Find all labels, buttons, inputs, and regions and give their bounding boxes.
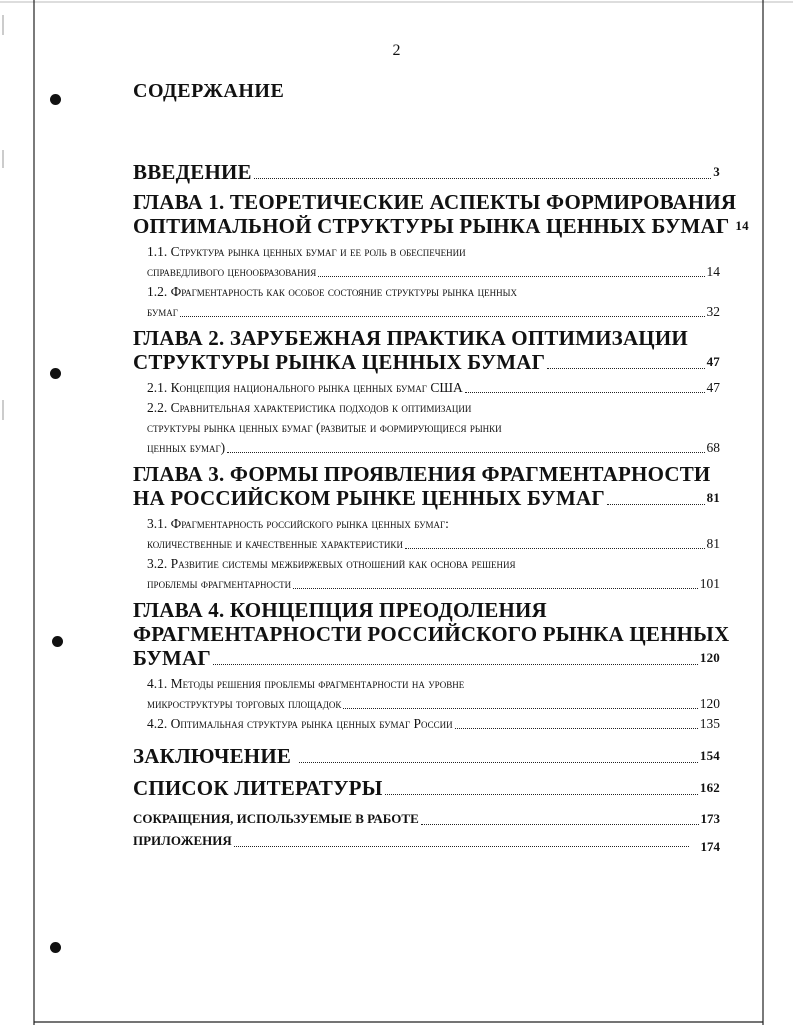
chapter-title-line: ГЛАВА 4. КОНЦЕПЦИЯ ПРЕОДОЛЕНИЯ [133,598,547,622]
section-title-line: 2.2. Сравнительная характеристика подходов к оптимизации [147,400,472,415]
toc-section-1-1[interactable] [133,242,720,282]
toc-label: ЗАКЛЮЧЕНИЕ [133,744,292,768]
toc-page: 162 [699,780,720,795]
section-title-line: 1.2. Фрагментарность как особое состояние структуры рынка ценных [147,284,517,299]
leader-dots [293,588,698,589]
toc-chapter-3[interactable] [133,462,720,510]
leader-dots [421,824,699,825]
toc-section-3-2[interactable] [133,554,720,594]
section-title-line: количественные и качественные характеристики [147,536,403,551]
toc-page: 68 [706,440,720,455]
table-of-contents [133,160,749,854]
toc-section-3-1[interactable] [133,514,720,554]
toc-page: 81 [706,536,720,551]
toc-section-1-2[interactable] [133,282,720,322]
toc-page: 120 [699,650,720,665]
toc-conclusion[interactable] [133,744,720,768]
toc-section-2-2[interactable] [133,398,720,458]
toc-page: 14 [735,218,749,233]
leader-dots [607,504,705,505]
chapter-title-line: НА РОССИЙСКОМ РЫНКЕ ЦЕННЫХ БУМАГ [133,486,605,510]
toc-page: 174 [700,839,720,854]
leader-dots [547,368,704,369]
punch-hole [50,368,61,379]
toc-label: СПИСОК ЛИТЕРАТУРЫ [133,776,383,800]
punch-hole [52,636,63,647]
punch-hole [50,94,61,105]
chapter-title-line: ФРАГМЕНТАРНОСТИ РОССИЙСКОГО РЫНКА ЦЕННЫХ [133,622,730,646]
chapter-title-line: ГЛАВА 1. ТЕОРЕТИЧЕСКИЕ АСПЕКТЫ ФОРМИРОВАНИЯ [133,190,737,214]
leader-dots [213,664,698,665]
leader-dots [299,762,698,763]
chapter-title-line: ОПТИМАЛЬНОЙ СТРУКТУРЫ РЫНКА ЦЕННЫХ БУМАГ [133,214,730,238]
toc-page: 154 [699,748,720,763]
toc-page: 135 [699,716,720,731]
toc-label: СОКРАЩЕНИЯ, ИСПОЛЬЗУЕМЫЕ В РАБОТЕ [133,811,419,826]
chapter-title-line: СТРУКТУРЫ РЫНКА ЦЕННЫХ БУМАГ [133,350,546,374]
toc-page: 120 [699,696,720,711]
page-number: 2 [392,42,401,59]
chapter-title-line: БУМАГ [133,646,211,670]
section-title-line: проблемы фрагментарности [147,576,292,591]
toc-page: 32 [706,304,720,319]
leader-dots [405,548,705,549]
leader-dots [234,846,689,847]
leader-dots [465,392,705,393]
leader-dots [455,728,698,729]
toc-chapter-2[interactable] [133,326,720,374]
punch-hole [50,942,61,953]
toc-chapter-4[interactable] [133,598,730,670]
leader-dots [254,178,712,179]
toc-label: ПРИЛОЖЕНИЯ [133,833,232,848]
section-title-line: структуры рынка ценных бумаг (развитые и формирующиеся рынки [147,420,502,435]
toc-page: 47 [706,380,720,395]
section-title-line: 3.2. Развитие системы межбиржевых отношений как основа решения [147,556,516,571]
toc-section-4-1[interactable] [133,674,720,714]
toc-abbreviations[interactable] [133,808,720,830]
toc-page: 14 [706,264,720,279]
toc-page: 81 [706,490,720,505]
leader-dots [180,316,705,317]
toc-page: 3 [713,164,720,179]
section-title-line: ценных бумаг) [147,440,226,455]
leader-dots [318,276,704,277]
toc-chapter-1[interactable] [133,190,749,238]
section-title-line: микроструктуры торговых площадок [147,696,342,711]
section-title-line: 2.1. Концепция национального рынка ценных бумаг США [147,380,463,395]
leader-dots [227,452,704,453]
leader-dots [343,708,697,709]
section-title-line: 3.1. Фрагментарность российского рынка ценных бумаг: [147,516,449,531]
section-title-line: 4.1. Методы решения проблемы фрагментарности на уровне [147,676,465,691]
toc-introduction[interactable] [133,160,720,184]
section-title-line: бумаг [147,304,178,319]
leader-dots [385,794,698,795]
section-title-line: справедливого ценообразования [147,264,317,279]
toc-section-2-1[interactable] [133,378,720,398]
section-title-line: 1.1. Структура рынка ценных бумаг и ее роль в обеспечении [147,244,466,259]
section-title-line: 4.2. Оптимальная структура рынка ценных бумаг России [147,716,453,731]
toc-section-4-2[interactable] [133,714,720,734]
chapter-title-line: ГЛАВА 2. ЗАРУБЕЖНАЯ ПРАКТИКА ОПТИМИЗАЦИИ [133,326,688,350]
toc-page: 47 [706,354,720,369]
chapter-title-line: ГЛАВА 3. ФОРМЫ ПРОЯВЛЕНИЯ ФРАГМЕНТАРНОСТИ [133,462,711,486]
toc-references[interactable] [133,776,720,800]
toc-page: 101 [699,576,720,591]
toc-page: 173 [700,811,720,826]
toc-label: ВВЕДЕНИЕ [133,160,252,184]
page-title: СОДЕРЖАНИЕ [133,80,285,102]
toc-appendices[interactable] [133,830,720,852]
